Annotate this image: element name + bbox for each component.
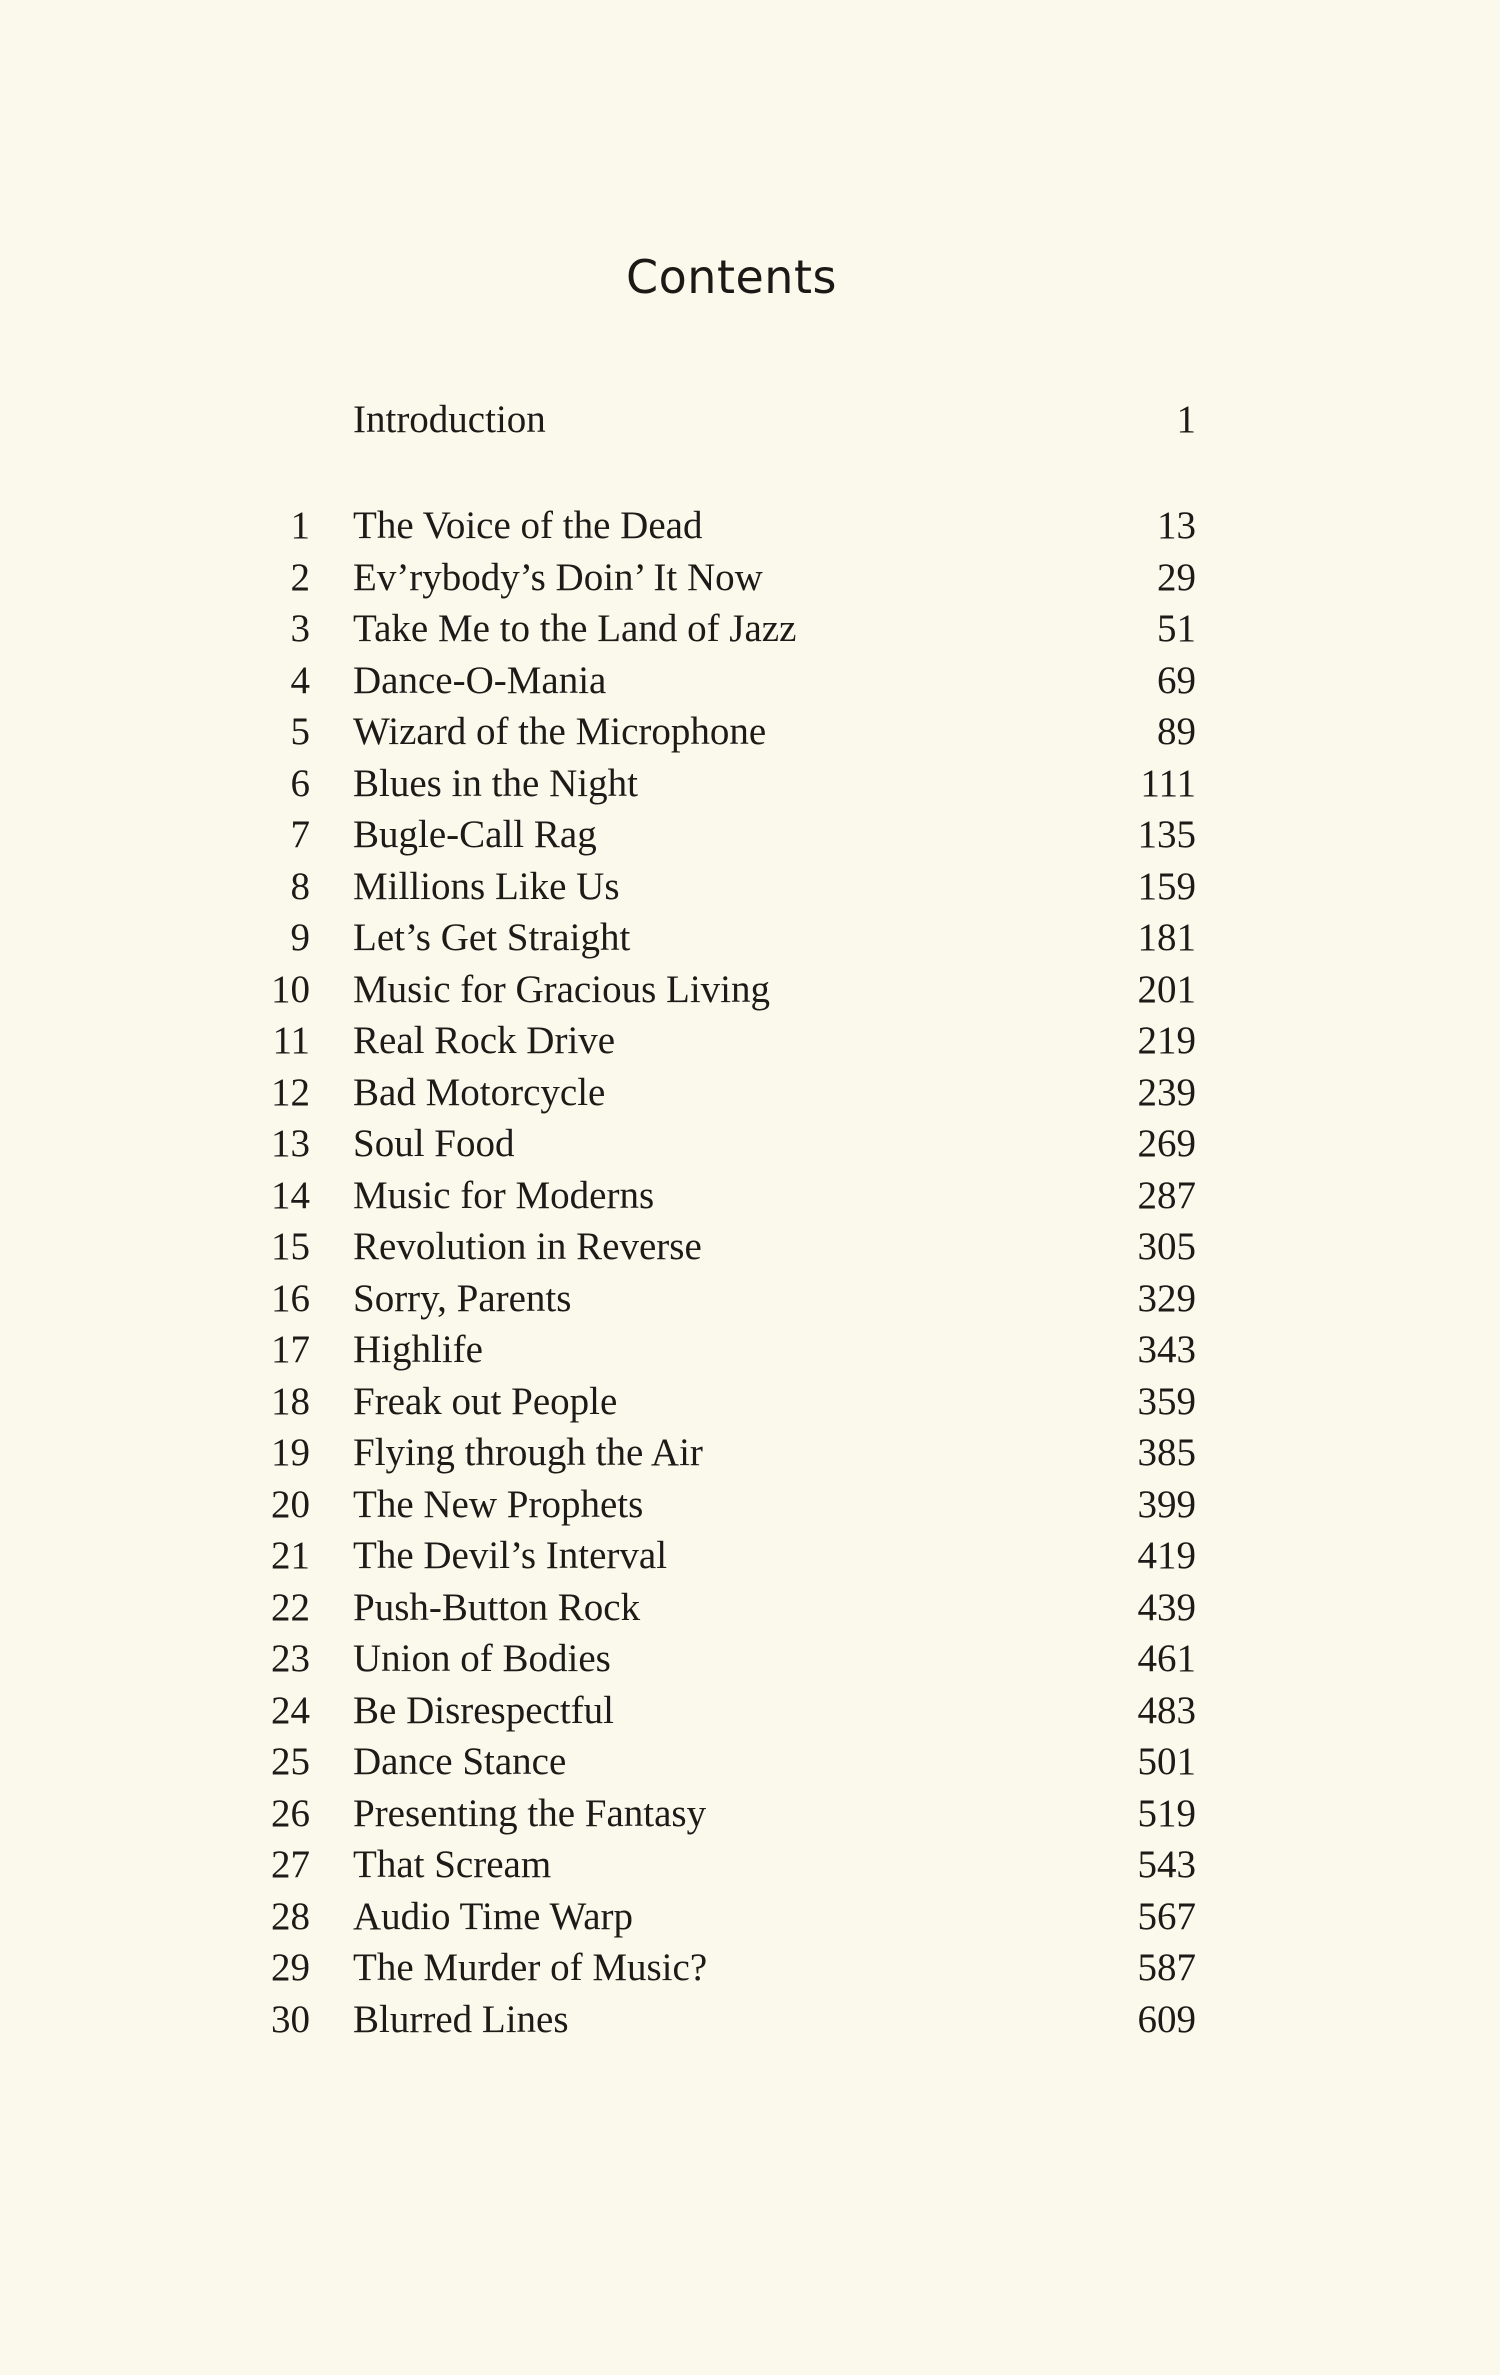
chapter-entry xyxy=(250,1067,1196,1119)
chapter-page-number: 219 xyxy=(1137,1019,1196,1062)
chapter-entry xyxy=(250,1376,1196,1428)
chapter-title: Take Me to the Land of Jazz xyxy=(353,607,797,650)
chapter-entry xyxy=(250,1839,1196,1891)
chapter-title: Audio Time Warp xyxy=(353,1894,634,1938)
chapter-page-number: 51 xyxy=(1157,607,1196,650)
chapter-title: Millions Like Us xyxy=(353,864,620,908)
chapter-entry xyxy=(250,1942,1196,1994)
chapter-page-number: 399 xyxy=(1137,1482,1196,1526)
chapter-entry xyxy=(250,1221,1196,1273)
chapter-entry xyxy=(250,809,1196,861)
introduction-entry xyxy=(250,393,1196,447)
chapter-title: The Murder of Music? xyxy=(353,1946,708,1989)
chapter-entry xyxy=(250,552,1196,604)
chapter-title: Union of Bodies xyxy=(353,1637,611,1680)
page-title: Contents xyxy=(626,250,837,304)
chapter-entry xyxy=(250,1891,1196,1943)
chapter-title: Music for Gracious Living xyxy=(353,967,771,1011)
chapter-number: 5 xyxy=(290,710,310,753)
chapter-entry xyxy=(250,1633,1196,1685)
chapter-title: Flying through the Air xyxy=(353,1431,703,1474)
chapter-page-number: 181 xyxy=(1137,916,1196,959)
chapter-title: Presenting the Fantasy xyxy=(353,1791,707,1835)
chapter-entry xyxy=(250,964,1196,1016)
chapter-title: The Voice of the Dead xyxy=(353,504,703,547)
chapter-entry xyxy=(250,603,1196,655)
chapter-title: Real Rock Drive xyxy=(353,1019,616,1062)
chapter-page-number: 159 xyxy=(1137,864,1196,908)
chapter-entry xyxy=(250,655,1196,707)
chapter-page-number: 89 xyxy=(1157,710,1196,753)
chapter-number: 14 xyxy=(271,1173,310,1217)
introduction-page-number: 1 xyxy=(1176,398,1196,441)
chapter-title: Wizard of the Microphone xyxy=(353,710,767,753)
chapter-number: 24 xyxy=(271,1688,310,1732)
chapter-title: Blues in the Night xyxy=(353,761,638,805)
table-of-contents xyxy=(250,500,1196,2045)
chapter-page-number: 69 xyxy=(1157,658,1196,702)
chapter-title: The New Prophets xyxy=(353,1482,644,1526)
chapter-title: The Devil’s Interval xyxy=(353,1534,668,1577)
chapter-title: Push-Button Rock xyxy=(353,1585,641,1629)
chapter-number: 28 xyxy=(271,1894,310,1938)
chapter-page-number: 439 xyxy=(1137,1585,1196,1629)
chapter-entry xyxy=(250,1582,1196,1634)
chapter-number: 25 xyxy=(271,1740,310,1783)
chapter-page-number: 329 xyxy=(1137,1276,1196,1320)
chapter-entry xyxy=(250,500,1196,552)
chapter-entry xyxy=(250,912,1196,964)
chapter-number: 22 xyxy=(271,1585,310,1629)
chapter-page-number: 419 xyxy=(1137,1534,1196,1577)
chapter-title: Freak out People xyxy=(353,1379,618,1423)
chapter-page-number: 543 xyxy=(1137,1843,1196,1886)
chapter-page-number: 567 xyxy=(1137,1894,1196,1938)
chapter-number: 20 xyxy=(271,1482,310,1526)
chapter-page-number: 135 xyxy=(1137,813,1196,856)
chapter-number: 6 xyxy=(290,761,310,805)
chapter-page-number: 239 xyxy=(1137,1070,1196,1114)
chapter-number: 11 xyxy=(272,1019,310,1062)
chapter-page-number: 483 xyxy=(1137,1688,1196,1732)
chapter-title: Blurred Lines xyxy=(353,1997,569,2041)
chapter-number: 7 xyxy=(290,813,310,856)
chapter-page-number: 359 xyxy=(1137,1379,1196,1423)
introduction-title: Introduction xyxy=(353,398,546,441)
chapter-entry xyxy=(250,1324,1196,1376)
chapter-entry xyxy=(250,1530,1196,1582)
chapter-title: Dance Stance xyxy=(353,1740,567,1783)
chapter-number: 2 xyxy=(290,555,310,599)
chapter-title: Be Disrespectful xyxy=(353,1688,615,1732)
chapter-page-number: 385 xyxy=(1137,1431,1196,1474)
chapter-number: 30 xyxy=(271,1997,310,2041)
chapter-number: 12 xyxy=(271,1070,310,1114)
chapter-number: 4 xyxy=(290,658,310,702)
chapter-number: 16 xyxy=(271,1276,310,1320)
chapter-number: 18 xyxy=(271,1379,310,1423)
chapter-entry xyxy=(250,1994,1196,2046)
chapter-title: Highlife xyxy=(353,1328,483,1371)
chapter-entry xyxy=(250,1118,1196,1170)
chapter-entry xyxy=(250,1479,1196,1531)
chapter-entry xyxy=(250,1427,1196,1479)
chapter-page-number: 287 xyxy=(1137,1173,1196,1217)
chapter-page-number: 343 xyxy=(1137,1328,1196,1371)
chapter-page-number: 609 xyxy=(1137,1997,1196,2041)
chapter-entry xyxy=(250,1736,1196,1788)
chapter-number: 27 xyxy=(271,1843,310,1886)
chapter-title: Ev’rybody’s Doin’ It Now xyxy=(353,555,763,599)
chapter-number: 9 xyxy=(290,916,310,959)
chapter-number: 19 xyxy=(271,1431,310,1474)
chapter-page-number: 201 xyxy=(1137,967,1196,1011)
chapter-number: 3 xyxy=(290,607,310,650)
chapter-number: 8 xyxy=(290,864,310,908)
chapter-number: 13 xyxy=(271,1122,310,1165)
chapter-number: 23 xyxy=(271,1637,310,1680)
chapter-title: Music for Moderns xyxy=(353,1173,655,1217)
chapter-page-number: 501 xyxy=(1137,1740,1196,1783)
chapter-title: That Scream xyxy=(353,1843,552,1886)
chapter-entry xyxy=(250,706,1196,758)
chapter-page-number: 305 xyxy=(1137,1225,1196,1268)
chapter-entry xyxy=(250,1788,1196,1840)
chapter-number: 26 xyxy=(271,1791,310,1835)
chapter-page-number: 269 xyxy=(1137,1122,1196,1165)
chapter-title: Bugle-Call Rag xyxy=(353,813,597,856)
chapter-number: 1 xyxy=(290,504,310,547)
chapter-number: 17 xyxy=(271,1328,310,1371)
chapter-number: 10 xyxy=(271,967,310,1011)
chapter-page-number: 13 xyxy=(1157,504,1196,547)
chapter-entry xyxy=(250,758,1196,810)
chapter-entry xyxy=(250,1170,1196,1222)
chapter-number: 21 xyxy=(271,1534,310,1577)
chapter-page-number: 587 xyxy=(1137,1946,1196,1989)
chapter-title: Sorry, Parents xyxy=(353,1276,572,1320)
chapter-title: Bad Motorcycle xyxy=(353,1070,606,1114)
chapter-page-number: 461 xyxy=(1137,1637,1196,1680)
chapter-entry xyxy=(250,1015,1196,1067)
toc-row xyxy=(250,393,1196,447)
chapter-title: Let’s Get Straight xyxy=(353,916,631,959)
chapter-page-number: 111 xyxy=(1140,761,1196,805)
chapter-title: Soul Food xyxy=(353,1122,515,1165)
chapter-entry xyxy=(250,1273,1196,1325)
chapter-page-number: 29 xyxy=(1157,555,1196,599)
chapter-entry xyxy=(250,861,1196,913)
chapter-number: 15 xyxy=(271,1225,310,1268)
chapter-number: 29 xyxy=(271,1946,310,1989)
chapter-page-number: 519 xyxy=(1137,1791,1196,1835)
chapter-entry xyxy=(250,1685,1196,1737)
chapter-title: Revolution in Reverse xyxy=(353,1225,702,1268)
chapter-title: Dance-O-Mania xyxy=(353,658,607,702)
